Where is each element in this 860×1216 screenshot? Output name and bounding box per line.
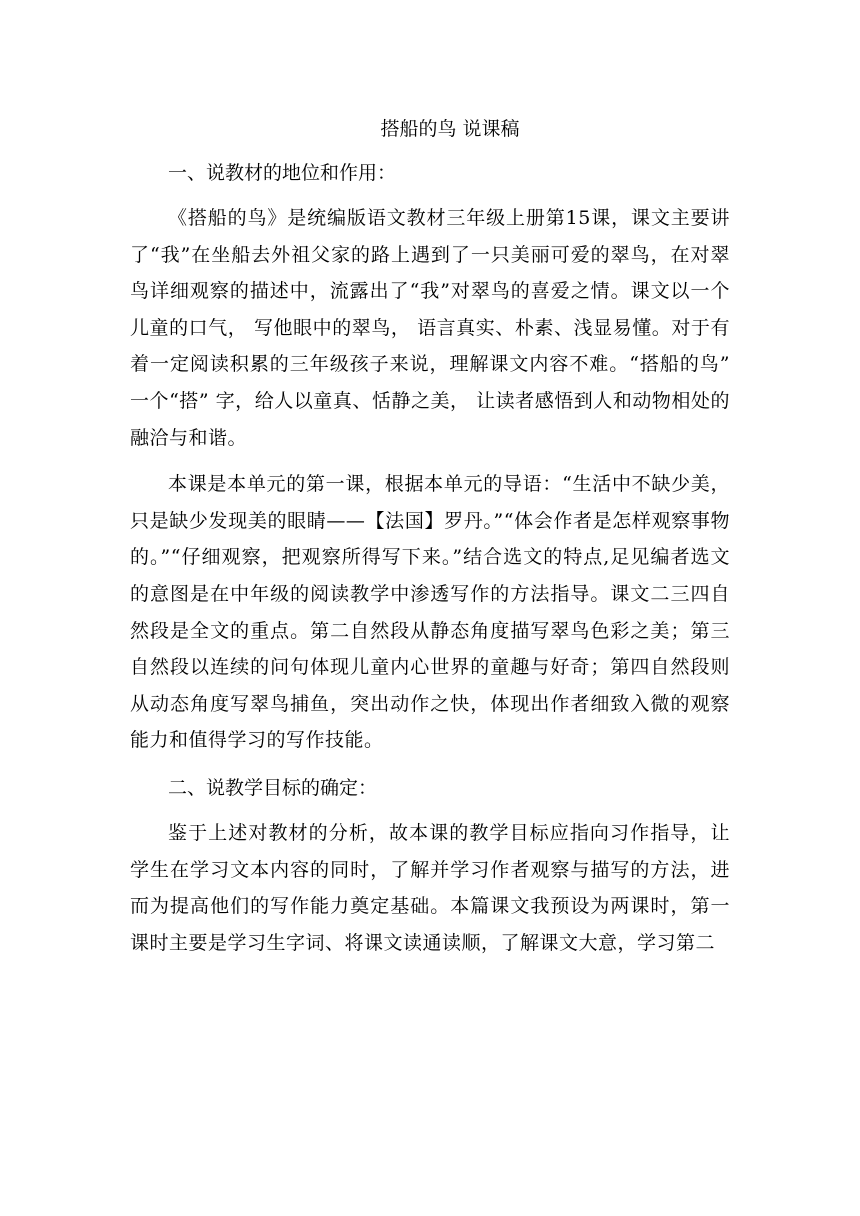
document-title: 搭船的鸟 说课稿 — [380, 118, 520, 140]
section-heading-teaching-goals: 二、说教学目标的确定： — [168, 776, 378, 799]
paragraph-teaching-goals: 鉴于上述对教材的分析，故本课的教学目标应指向习作指导，让学生在学习文本内容的同时，了解并学习作者观察与描写的方法，进而为提高他们的写作能力奠定基础。本篇课文我预设为两课时，第一课时主要是学习生字词、将课文读通读顺，了解课文大意，学习第二 — [130, 821, 730, 954]
paragraph-textbook-overview: 《搭船的鸟》是统编版语文教材三年级上册第15课，课文主要讲了“我”在坐船去外祖父家的路上遇到了一只美丽可爱的翠鸟，在对翠鸟详细观察的描述中，流露出了“我”对翠鸟的喜爱之情。课文以一个儿童的口气， 写他眼中的翠鸟， 语言真实、朴素、浅显易懂。对于有着一定阅读积累的三年级孩子来说，理解课文内容不难。“搭船的鸟” 一个“搭” 字，给人以童真、恬静之美， 让读者感悟到人和动物相处的融洽与和谐。 — [130, 207, 730, 449]
paragraph-unit-context: 本课是本单元的第一课，根据本单元的导语：“生活中不缺少美，只是缺少发现美的眼睛——【法国】罗丹。”“体会作者是怎样观察事物的。”“仔细观察，把观察所得写下来。”结合选文的特点,足见编者选文的意图是在中年级的阅读教学中渗透写作的方法指导。课文二三四自然段是全文的重点。第二自然段从静态角度描写翠鸟色彩之美；第三自然段以连续的问句体现儿童内心世界的童趣与好奇；第四自然段则从动态角度写翠鸟捕鱼，突出动作之快，体现出作者细致入微的观察能力和值得学习的写作技能。 — [130, 473, 730, 752]
section-heading-textbook-role: 一、说教材的地位和作用： — [168, 162, 397, 184]
document-body — [130, 114, 730, 961]
